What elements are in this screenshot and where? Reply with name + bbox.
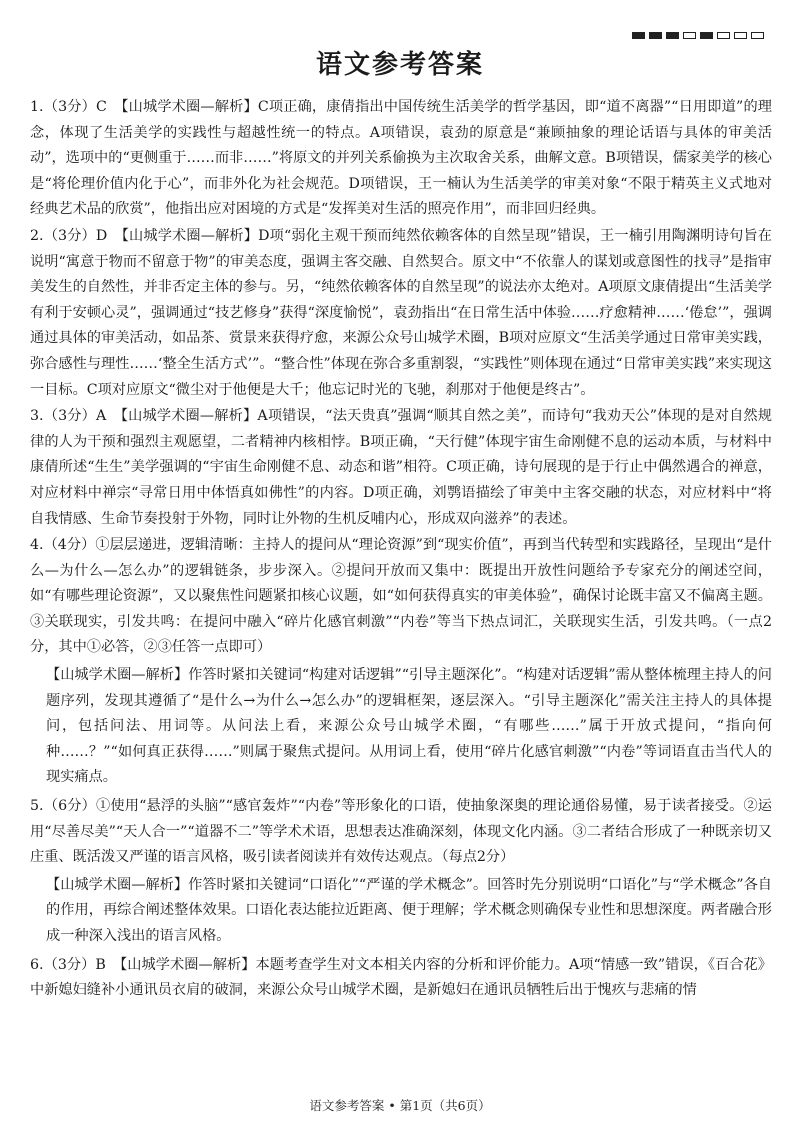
answer-analysis: 【山城学术圈—解析】作答时紧扣关键词“构建对话逻辑”“引导主题深化”。“构建对话逻辑”需从整体梳理主持人的问题序列，发现其遵循了“是什么→为什么→怎么办”的逻辑框架，逐层深入。“引导主题深化”需关注主持人的具体提问，包括问法、用词等。从问法上看，来源公众号山城学术圈，“有哪些……”属于开放式提问，“指向何种……？”“如何真正获得……”则属于聚焦式提问。从用词上看，使用“碎片化感官刺激”“内卷”等词语直击当代人的现实痛点。 — [46, 667, 772, 786]
answer-item-2 — [30, 224, 772, 403]
answer-text: 4.（4分）①层层递进，逻辑清晰：主持人的提问从“理论资源”到“现实价值”，再到当代转型和实践路径，呈现出“是什么—为什么—怎么办”的逻辑链条，步步深入。②提问开放而又集中：既提出开放性问题给予专家充分的阐述空间，如“有哪些理论资源”，又以聚焦性问题紧扣核心议题，如“如何获得真实的审美体验”，确保讨论既丰富又不偏离主题。③关联现实，引发共鸣：在提问中融入“碎片化感官刺激”“内卷”等当下热点词汇，关联现实生活，引发共鸣。（一点2分，其中①必答，②③任答一点即可） — [30, 537, 772, 656]
page-mark — [632, 32, 645, 39]
answer-text: 2.（3分）D 【山城学术圈—解析】D项“弱化主观干预而纯然依赖客体的自然呈现”错误，王一楠引用陶渊明诗句旨在说明“寓意于物而不留意于物”的审美态度，强调主客交融、自然契合。原文中“不依靠人的谋划或意图性的找寻”是指审美发生的自然性，并非否定主体的参与。另，“纯然依赖客体的自然呈现”的说法亦太绝对。A项原文康倩提出“生活美学有利于安顿心灵”，强调通过“技艺修身”获得“深度愉悦”，袁劲指出“在日常生活中体验……疗愈精神……‘倦怠’”，强调通过具体的审美活动，如品茶、赏景来获得疗愈，来源公众号山城学术圈，B项对应原文“生活美学通过日常审美实践，弥合感性与理性……‘整全生活方式’”。“整合性”体现在弥合多重割裂，“实践性”则体现在通过“日常审美实践”来实现这一目标。C项对应原文“微尘对于他便是大千；他忘记时光的飞驰，刹那对于他便是终古”。 — [30, 227, 772, 398]
page-mark — [683, 32, 696, 39]
answer-text: 1.（3分）C 【山城学术圈—解析】C项正确，康倩指出中国传统生活美学的哲学基因，即“道不离器”“日用即道”的理念，体现了生活美学的实践性与超越性统一的特点。A项错误，袁劲的原意是“兼顾抽象的理论话语与具体的审美活动”，选项中的“更侧重于……而非……”将原文的并列关系偷换为主次取舍关系，曲解文意。B项错误，儒家美学的核心是“将伦理价值内化于心”，而非外化为社会规范。D项错误，王一楠认为生活美学的审美对象“不限于精英主义式地对经典艺术品的欣赏”，他指出应对困境的方式是“发挥美对生活的照亮作用”，而非回归经典。 — [30, 99, 772, 218]
answer-text: 5.（6分）①使用“悬浮的头脑”“感官轰炸”“内卷”等形象化的口语，使抽象深奥的理论通俗易懂，易于读者接受。②运用“尽善尽美”“天人合一”“道器不二”等学术术语，思想表达准确深刻，体现文化内涵。③二者结合形成了一种既亲切又庄重、既活泼又严谨的语言风格，吸引读者阅读并有效传达观点。（每点2分） — [30, 798, 772, 866]
answer-item-1 — [30, 95, 772, 223]
answer-text: 3.（3分）A 【山城学术圈—解析】A项错误，“法天贵真”强调“顺其自然之美”，而诗句“我劝天公”体现的是对自然规律的人为干预和强烈主观愿望，二者精神内核相悖。B项正确，“天行健”体现宇宙生命刚健不息的运动本质，与材料中康倩所述“生生”美学强调的“宇宙生命刚健不息、动态和谐”相符。C项正确，诗句展现的是于行止中偶然遇合的禅意，对应材料中禅宗“寻常日用中体悟真如佛性”的内容。D项正确，刘鹗语描绘了审美中主客交融的状态，对应材料中“将自我情感、生命节奏投射于外物，同时让外物的生机反哺内心，形成双向滋养”的表述。 — [30, 408, 772, 527]
page-mark — [717, 32, 730, 39]
page-title: 语文参考答案 — [315, 50, 484, 80]
answer-item-5 — [30, 794, 772, 950]
page-footer: 语文参考答案 • 第1页（共6页） — [309, 1098, 491, 1113]
page-marks — [632, 32, 764, 39]
answer-item-6 — [30, 953, 772, 1004]
page-mark — [751, 32, 764, 39]
page-mark — [700, 32, 713, 39]
page-mark — [666, 32, 679, 39]
answer-item-4 — [30, 533, 772, 791]
answer-text: 6.（3分）B 【山城学术圈—解析】本题考查学生对文本相关内容的分析和评价能力。A项“情感一致”错误，《百合花》中新媳妇缝补小通讯员衣肩的破洞，来源公众号山城学术圈，是新媳妇在通讯员牺牲后出于愧疚与悲痛的情 — [30, 956, 772, 999]
answer-analysis: 【山城学术圈—解析】作答时紧扣关键词“口语化”“严谨的学术概念”。回答时先分别说明“口语化”与“学术概念”各自的作用，再综合阐述整体效果。口语化表达能拉近距离、便于理解；学术概念则确保专业性和思想深度。两者融合形成一种深入浅出的语言风格。 — [46, 876, 772, 944]
page-mark — [734, 32, 747, 39]
answer-item-3 — [30, 404, 772, 532]
page-mark — [649, 32, 662, 39]
answer-content — [30, 95, 772, 1005]
